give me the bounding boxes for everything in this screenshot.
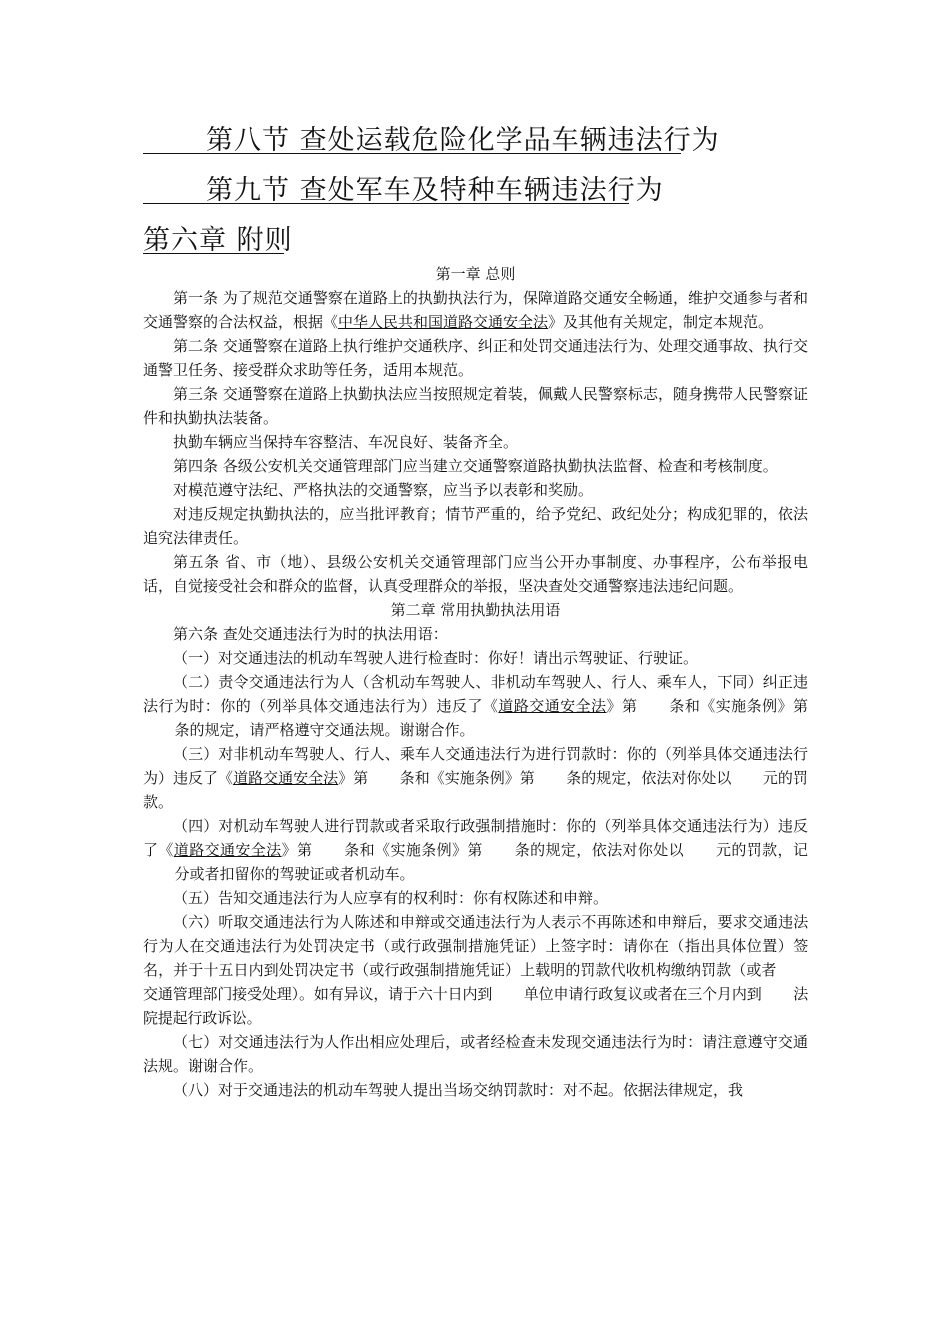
- item-1: （一）对交通违法的机动车驾驶人进行检查时：你好！请出示驾驶证、行驶证。: [173, 649, 699, 667]
- toc-rule-9: [143, 203, 629, 204]
- document-body: [143, 262, 808, 1102]
- item-7: （七）对交通违法行为人作出相应处理后，或者经检查未发现交通违法行为时：请注意遵守交通法规。谢谢合作。: [143, 1033, 808, 1075]
- article-4: 第四条 各级公安机关交通管理部门应当建立交通警察道路执勤执法监督、检查和考核制度。: [173, 457, 778, 475]
- article-1: 第一条 为了规范交通警察在道路上的执勤执法行为，保障道路交通安全畅通，维护交通参与者和交通警察的合法权益，根据《中华人民共和国道路交通安全法》及其他有关规定，制定本规范。: [143, 289, 808, 331]
- article-3: 第三条 交通警察在道路上执勤执法应当按照规定着装，佩戴人民警察标志，随身携带人民警察证件和执勤执法装备。: [143, 385, 808, 427]
- article-3-b: 执勤车辆应当保持车容整洁、车况良好、装备齐全。: [173, 433, 519, 451]
- chapter-2-title: 第二章 常用执勤执法用语: [390, 601, 561, 619]
- item-2: （二）责令交通违法行为人（含机动车驾驶人、非机动车驾驶人、行人、乘车人，下同）纠正违法行为时：你的（列举具体交通违法行为）违反了《道路交通安全法》第 条和《实施条例》第条的规定，请严格遵守交通法规。谢谢合作。: [143, 673, 808, 739]
- item-5: （五）告知交通违法行为人应享有的权利时：你有权陈述和申辩。: [173, 889, 609, 907]
- article-6: 第六条 查处交通违法行为时的执法用语：: [173, 625, 448, 643]
- item-6: （六）听取交通违法行为人陈述和申辩或交通违法行为人表示不再陈述和申辩后，要求交通违法行为人在交通违法行为处罚决定书（或行政强制措施凭证）上签字时：请你在（指出具体位置）签名，并于十五日内到处罚决定书（或行政强制措施凭证）上载明的罚款代收机构缴纳罚款（或者交通管理部门接受处理）。如有异议，请于六十日内到 单位申请行政复议或者在三个月内到 法院提起行政诉讼。: [143, 913, 808, 1027]
- article-4-b: 对模范遵守法纪、严格执法的交通警察，应当予以表彰和奖励。: [173, 481, 594, 499]
- article-4-c: 对违反规定执勤执法的，应当批评教育；情节严重的，给予党纪、政纪处分；构成犯罪的，依法追究法律责任。: [143, 505, 808, 547]
- toc-section-8[interactable]: 第八节 查处运载危险化学品车辆违法行为: [206, 125, 720, 156]
- law-link[interactable]: 道路交通安全法: [173, 841, 282, 859]
- article-5: 第五条 省、市（地）、县级公安机关交通管理部门应当公开办事制度、办事程序，公布举报电话，自觉接受社会和群众的监督，认真受理群众的举报，坚决查处交通警察违法违纪问题。: [143, 553, 808, 595]
- item-3: （三）对非机动车驾驶人、行人、乘车人交通违法行为进行罚款时：你的（列举具体交通违法行为）违反了《道路交通安全法》第 条和《实施条例》第 条的规定，依法对你处以 元的罚款。: [143, 745, 808, 811]
- chapter-1-title: 第一章 总则: [435, 265, 516, 283]
- article-2: 第二条 交通警察在道路上执行维护交通秩序、纠正和处罚交通违法行为、处理交通事故、执行交通警卫任务、接受群众求助等任务，适用本规范。: [143, 337, 808, 379]
- item-4: （四）对机动车驾驶人进行罚款或者采取行政强制措施时：你的（列举具体交通违法行为）违反了《道路交通安全法》第 条和《实施条例》第 条的规定，依法对你处以 元的罚款，记分或者扣留你的驾驶证或者机动车。: [143, 817, 808, 883]
- toc-chapter-6[interactable]: 第六章 附则: [143, 225, 293, 256]
- toc-rule-6: [143, 253, 284, 254]
- toc-rule-8: [143, 153, 681, 154]
- law-link[interactable]: 道路交通安全法: [498, 697, 607, 715]
- item-8: （八）对于交通违法的机动车驾驶人提出当场交纳罚款时：对不起。依据法律规定，我: [173, 1081, 744, 1099]
- law-link[interactable]: 道路交通安全法: [233, 769, 339, 787]
- law-link[interactable]: 中华人民共和国道路交通安全法: [338, 313, 549, 331]
- toc-section-9[interactable]: 第九节 查处军车及特种车辆违法行为: [206, 175, 664, 206]
